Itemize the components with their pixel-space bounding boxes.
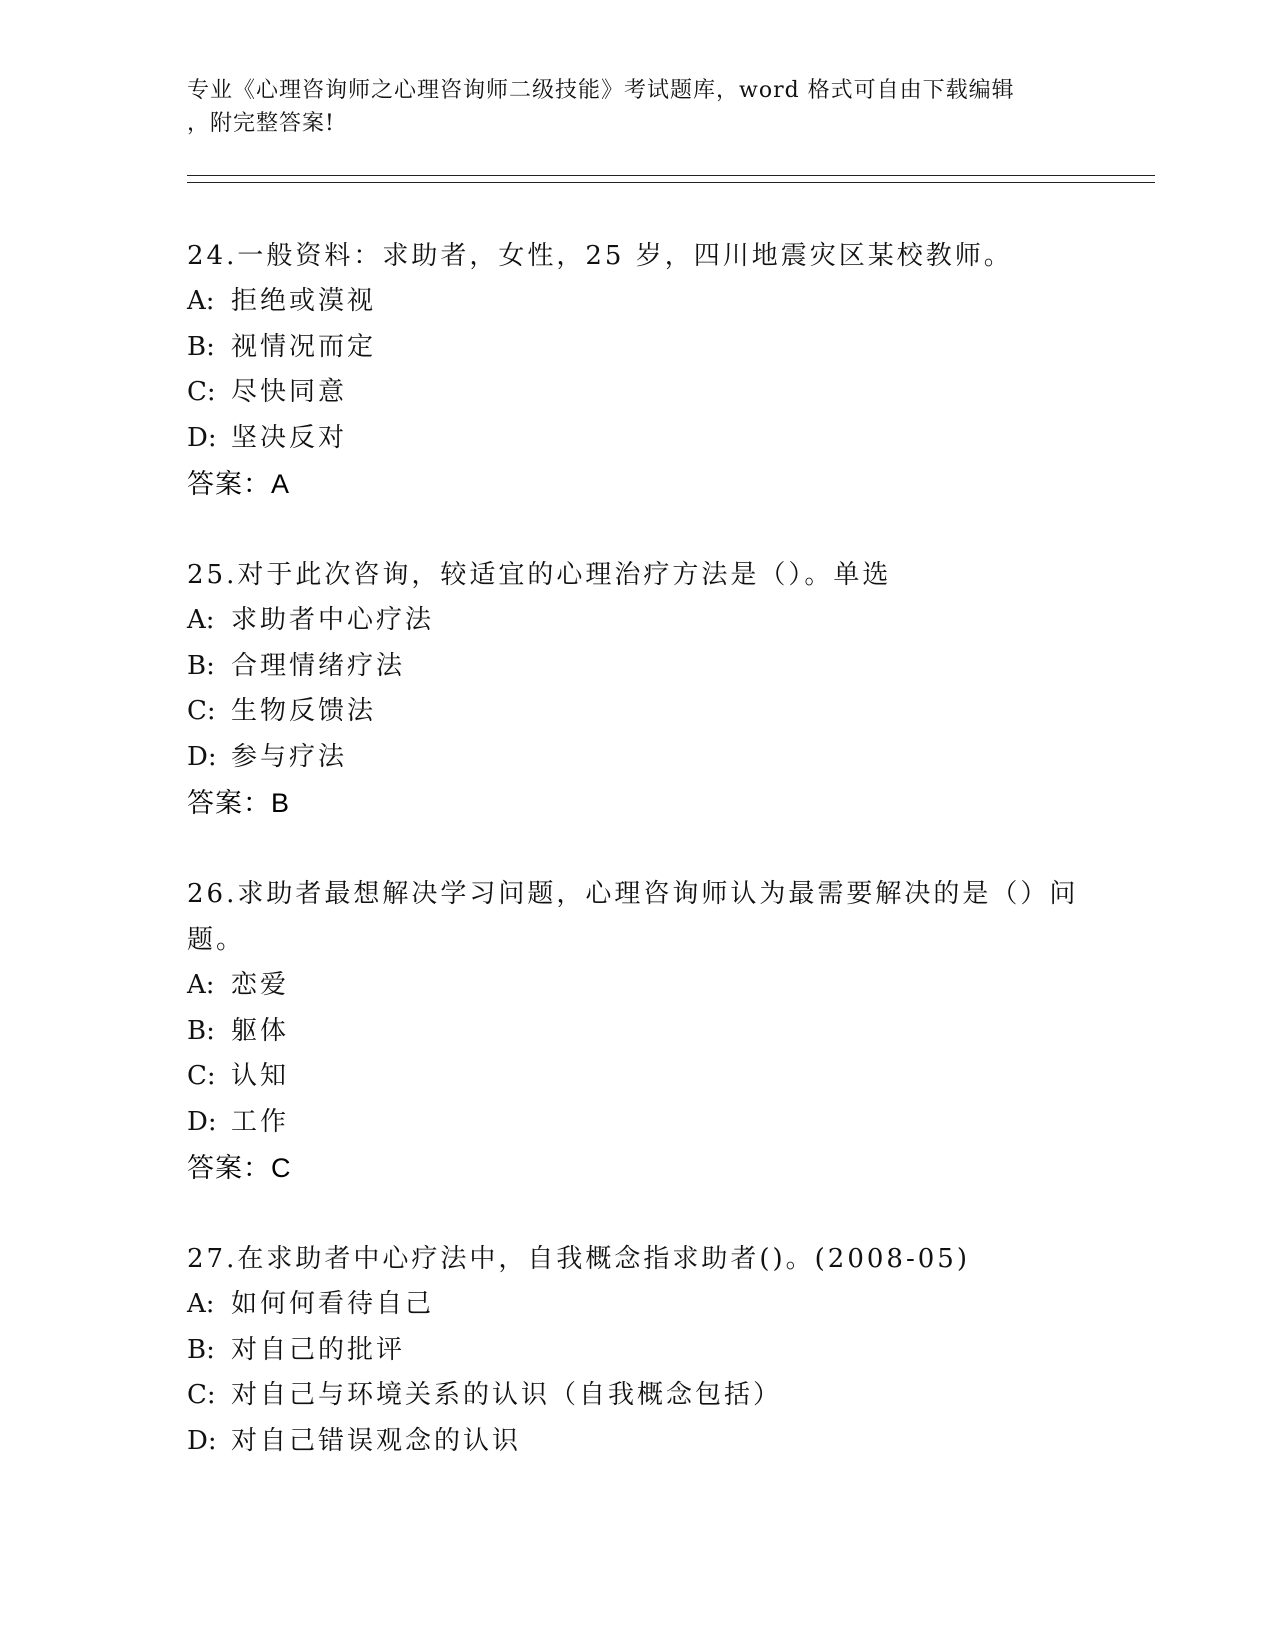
option-b [187, 1328, 1087, 1374]
question-list [187, 233, 1087, 1464]
option-text: 视情况而定 [231, 331, 377, 362]
option-text: 恋爱 [231, 970, 290, 1000]
header-rule-top [187, 175, 1155, 176]
option-key: C: [187, 377, 216, 407]
option-text: 如何何看待自己 [231, 1289, 435, 1319]
answer-line: 答案：B [187, 788, 291, 818]
option-text: 躯体 [231, 1015, 290, 1046]
option-text: 坚决反对 [231, 422, 348, 453]
question-24 [187, 233, 1087, 507]
option-key: A: [187, 286, 215, 316]
answer-line: 答案：C [187, 1153, 292, 1183]
option-c [187, 689, 1087, 735]
question-title: 24.一般资料：求助者，女性，25 岁，四川地震灾区某校教师。 [187, 241, 1013, 271]
option-a [187, 279, 1087, 325]
option-text: 工作 [231, 1106, 290, 1137]
option-key: D: [187, 1106, 217, 1137]
option-key: D: [187, 741, 217, 772]
header-line-1: 专业《心理咨询师之心理咨询师二级技能》考试题库，word 格式可自由下载编辑 [187, 78, 1015, 103]
option-key: C: [187, 1380, 216, 1410]
question-title: 27.在求助者中心疗法中，自我概念指求助者()。(2008-05) [187, 1244, 970, 1274]
option-text: 求助者中心疗法 [231, 605, 435, 635]
option-c [187, 1373, 1087, 1419]
option-text: 对自己的批评 [231, 1334, 406, 1365]
option-key: B: [187, 331, 215, 362]
option-key: C: [187, 696, 216, 726]
option-text: 拒绝或漠视 [231, 286, 377, 316]
option-a [187, 963, 1087, 1009]
header-line-2: ，附完整答案! [187, 111, 335, 136]
question-title: 26.求助者最想解决学习问题，心理咨询师认为最需要解决的是（）问题。 [187, 879, 1079, 955]
option-d [187, 735, 1087, 781]
question-25 [187, 552, 1087, 826]
option-a [187, 598, 1087, 644]
option-a [187, 1282, 1087, 1328]
option-text: 对自己错误观念的认识 [231, 1425, 522, 1456]
option-b [187, 325, 1087, 371]
answer-line: 答案：A [187, 469, 291, 499]
option-c [187, 370, 1087, 416]
option-key: B: [187, 1334, 215, 1365]
option-text: 合理情绪疗法 [231, 650, 406, 681]
option-text: 生物反馈法 [231, 696, 377, 726]
option-key: B: [187, 1015, 215, 1046]
option-key: D: [187, 422, 217, 453]
option-b [187, 644, 1087, 690]
option-d [187, 1100, 1087, 1146]
option-text: 参与疗法 [231, 741, 348, 772]
option-d [187, 1419, 1087, 1465]
document-header [187, 74, 1087, 140]
option-c [187, 1054, 1087, 1100]
option-key: C: [187, 1061, 216, 1091]
option-key: A: [187, 970, 215, 1000]
option-key: B: [187, 650, 215, 681]
option-text: 对自己与环境关系的认识（自我概念包括） [231, 1380, 783, 1410]
option-b [187, 1009, 1087, 1055]
option-text: 认知 [231, 1061, 290, 1091]
option-key: A: [187, 605, 215, 635]
question-26 [187, 871, 1087, 1191]
option-key: A: [187, 1289, 215, 1319]
option-key: D: [187, 1425, 217, 1456]
question-27 [187, 1236, 1087, 1464]
option-d [187, 416, 1087, 462]
header-rule-bottom [187, 182, 1155, 183]
question-title: 25.对于此次咨询，较适宜的心理治疗方法是（）。单选 [187, 560, 892, 590]
option-text: 尽快同意 [231, 377, 348, 407]
